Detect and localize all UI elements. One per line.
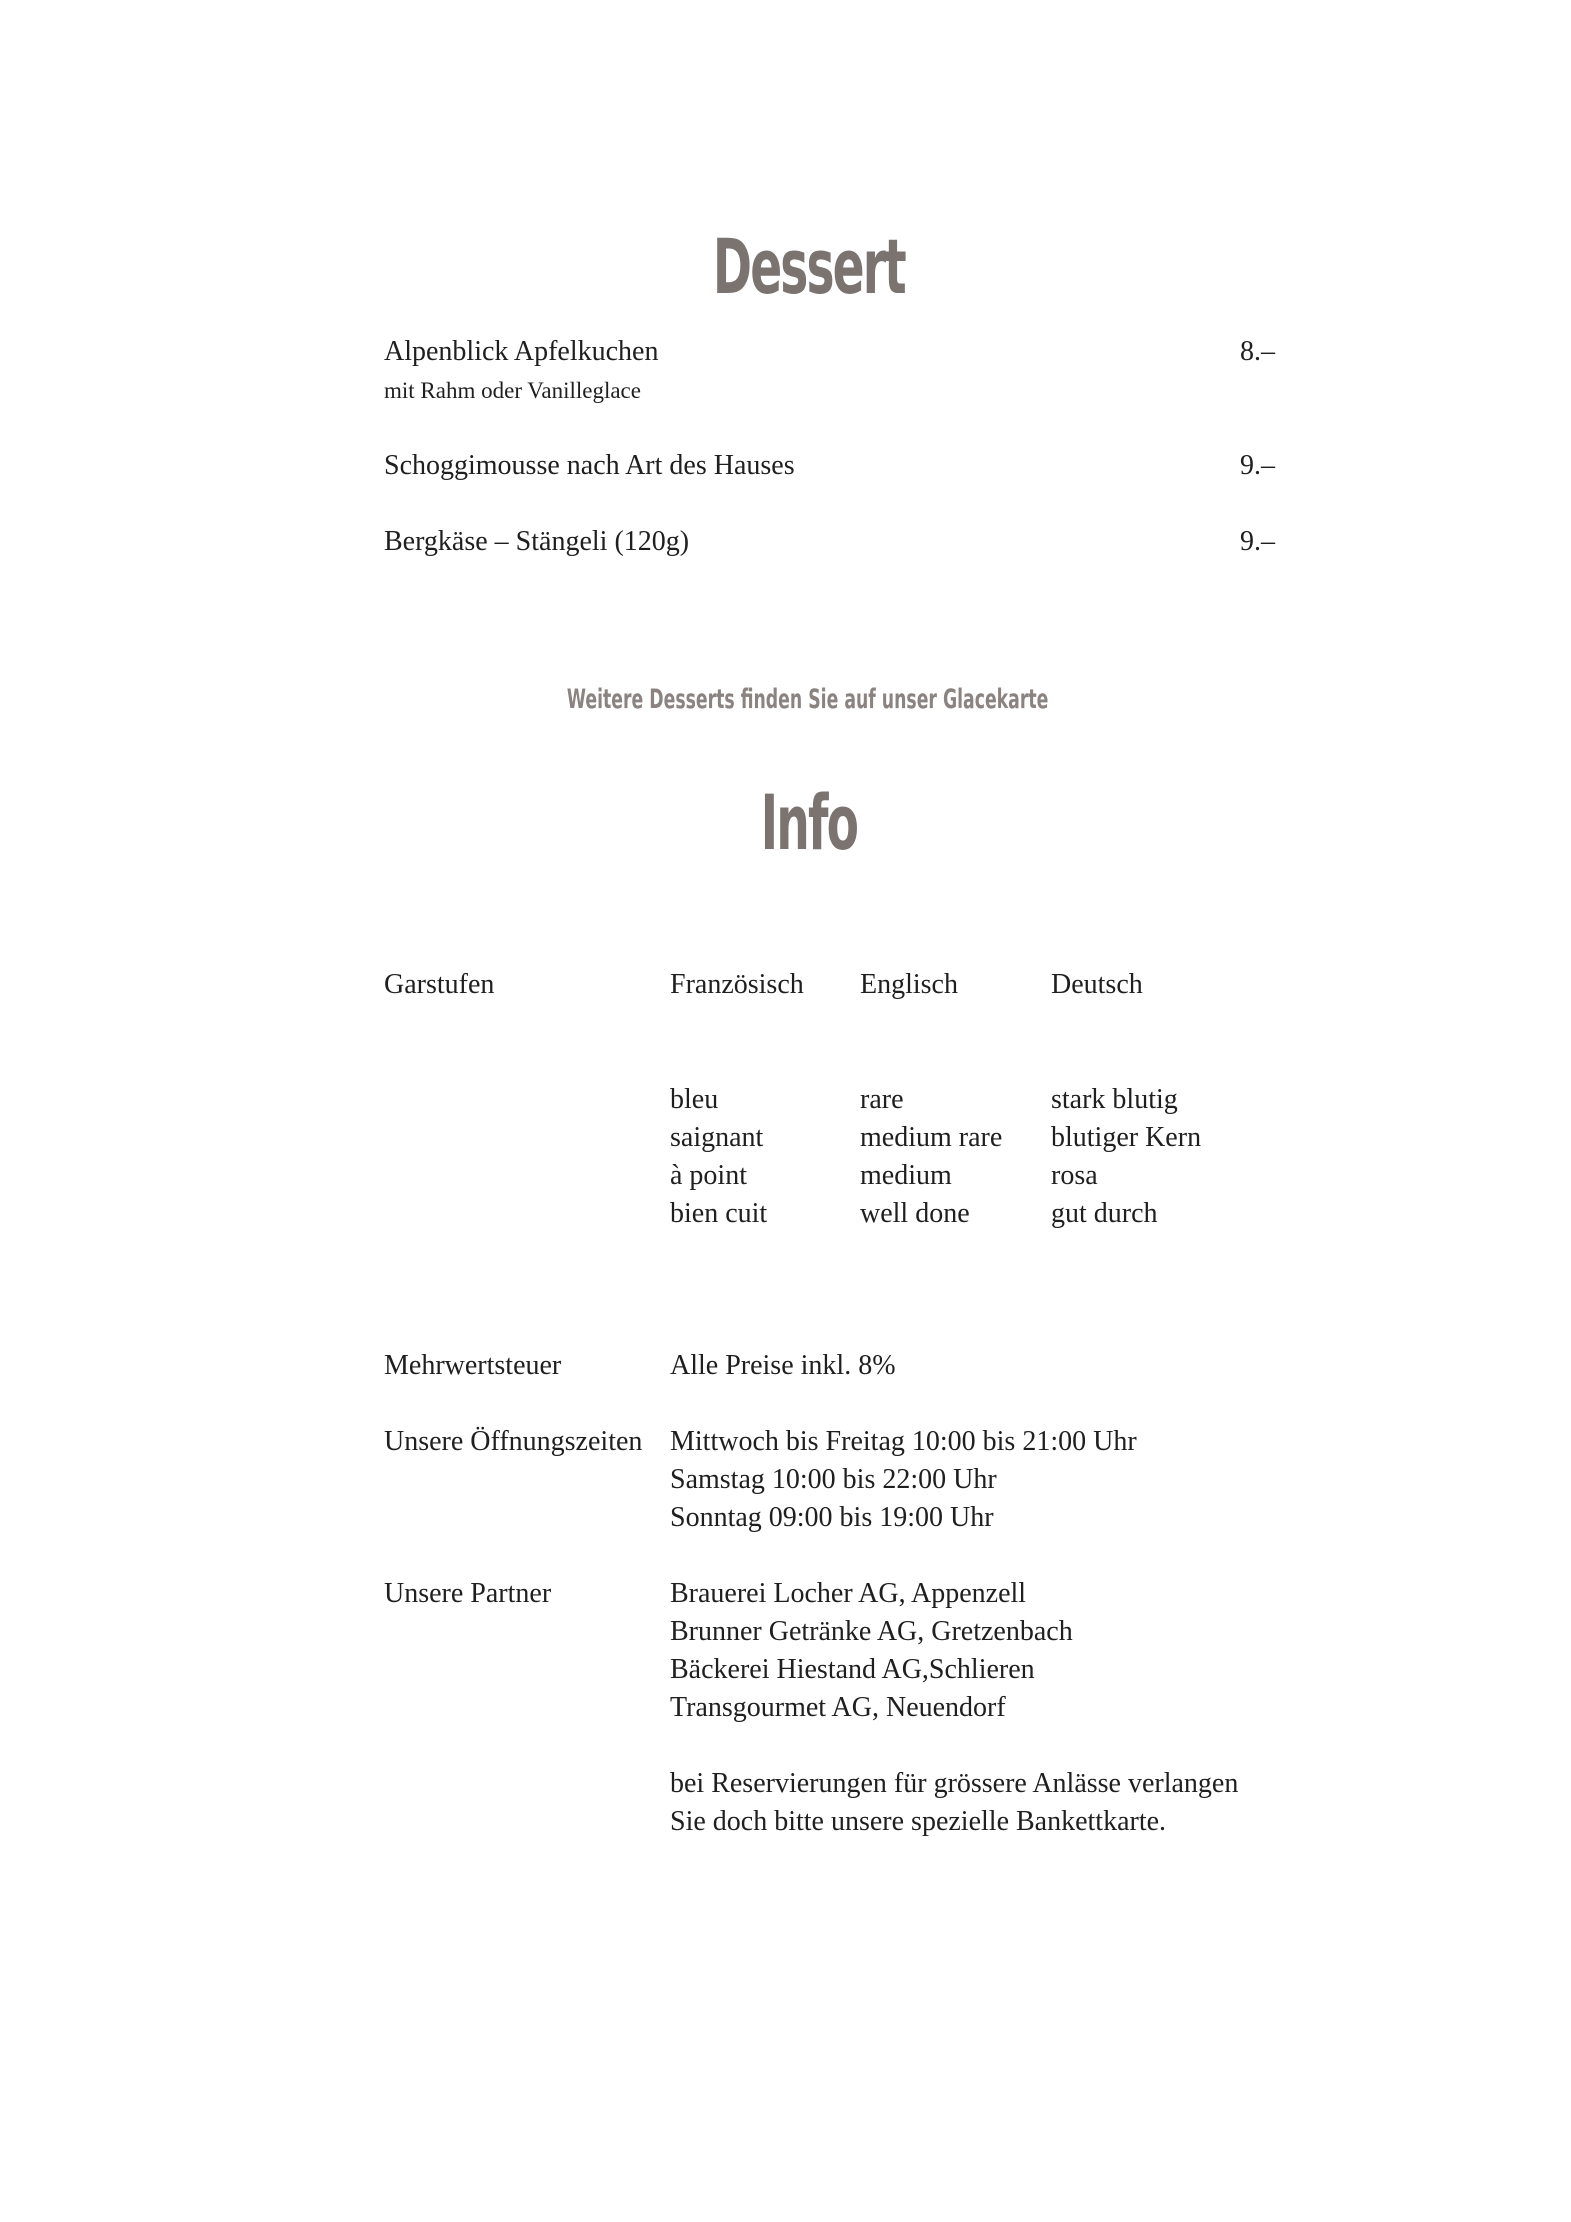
opening-hours-list [670,1423,1137,1537]
garstufen-cell: well done [860,1198,970,1229]
dessert-note: Weitere Desserts finden Sie auf unser Glacekarte [566,684,1049,715]
garstufen-cell: saignant [670,1122,764,1153]
garstufen-cell: medium rare [860,1122,1003,1153]
garstufen-cell: bien cuit [670,1198,768,1229]
dessert-item-price: 9.– [1240,450,1275,481]
garstufen-cell: blutiger Kern [1051,1122,1202,1153]
dessert-item-description: mit Rahm oder Vanilleglace [384,378,641,403]
partner-line: Brunner Getränke AG, Gretzenbach [670,1616,1073,1647]
garstufen-cell: gut durch [1051,1198,1158,1229]
info-title: Info [760,778,858,867]
garstufen-french-column [670,1081,767,1233]
opening-hours-line: Sonntag 09:00 bis 19:00 Uhr [670,1502,994,1533]
garstufen-cell: medium [860,1160,952,1191]
reservation-line: Sie doch bitte unsere spezielle Bankettkarte. [670,1806,1167,1837]
garstufen-header-english: Englisch [860,969,958,1000]
garstufen-english-column [860,1081,1002,1233]
reservation-note [670,1765,1238,1841]
garstufen-cell: rare [860,1084,904,1115]
dessert-item-name: Bergkäse – Stängeli (120g) [384,526,690,557]
garstufen-label: Garstufen [384,969,495,1000]
partner-label: Unsere Partner [384,1578,552,1609]
partner-list [670,1575,1073,1727]
dessert-item-price: 9.– [1240,526,1275,557]
dessert-item-price: 8.– [1240,336,1275,367]
reservation-line: bei Reservierungen für grössere Anlässe verlangen [670,1768,1239,1799]
garstufen-header-german: Deutsch [1051,969,1143,1000]
opening-hours-label: Unsere Öffnungszeiten [384,1426,643,1457]
opening-hours-line: Samstag 10:00 bis 22:00 Uhr [670,1464,997,1495]
partner-line: Transgourmet AG, Neuendorf [670,1692,1006,1723]
garstufen-cell: stark blutig [1051,1084,1178,1115]
garstufen-header-french: Französisch [670,969,804,1000]
dessert-item-name: Schoggimousse nach Art des Hauses [384,450,795,481]
dessert-item-name: Alpenblick Apfelkuchen [384,336,659,367]
mwst-label: Mehrwertsteuer [384,1350,562,1381]
mwst-value: Alle Preise inkl. 8% [670,1350,896,1381]
partner-line: Brauerei Locher AG, Appenzell [670,1578,1027,1609]
opening-hours-line: Mittwoch bis Freitag 10:00 bis 21:00 Uhr [670,1426,1137,1457]
partner-line: Bäckerei Hiestand AG,Schlieren [670,1654,1035,1685]
garstufen-german-column [1051,1081,1201,1233]
dessert-title: Dessert [712,222,905,311]
garstufen-cell: à point [670,1160,747,1191]
garstufen-cell: bleu [670,1084,719,1115]
garstufen-cell: rosa [1051,1160,1098,1191]
